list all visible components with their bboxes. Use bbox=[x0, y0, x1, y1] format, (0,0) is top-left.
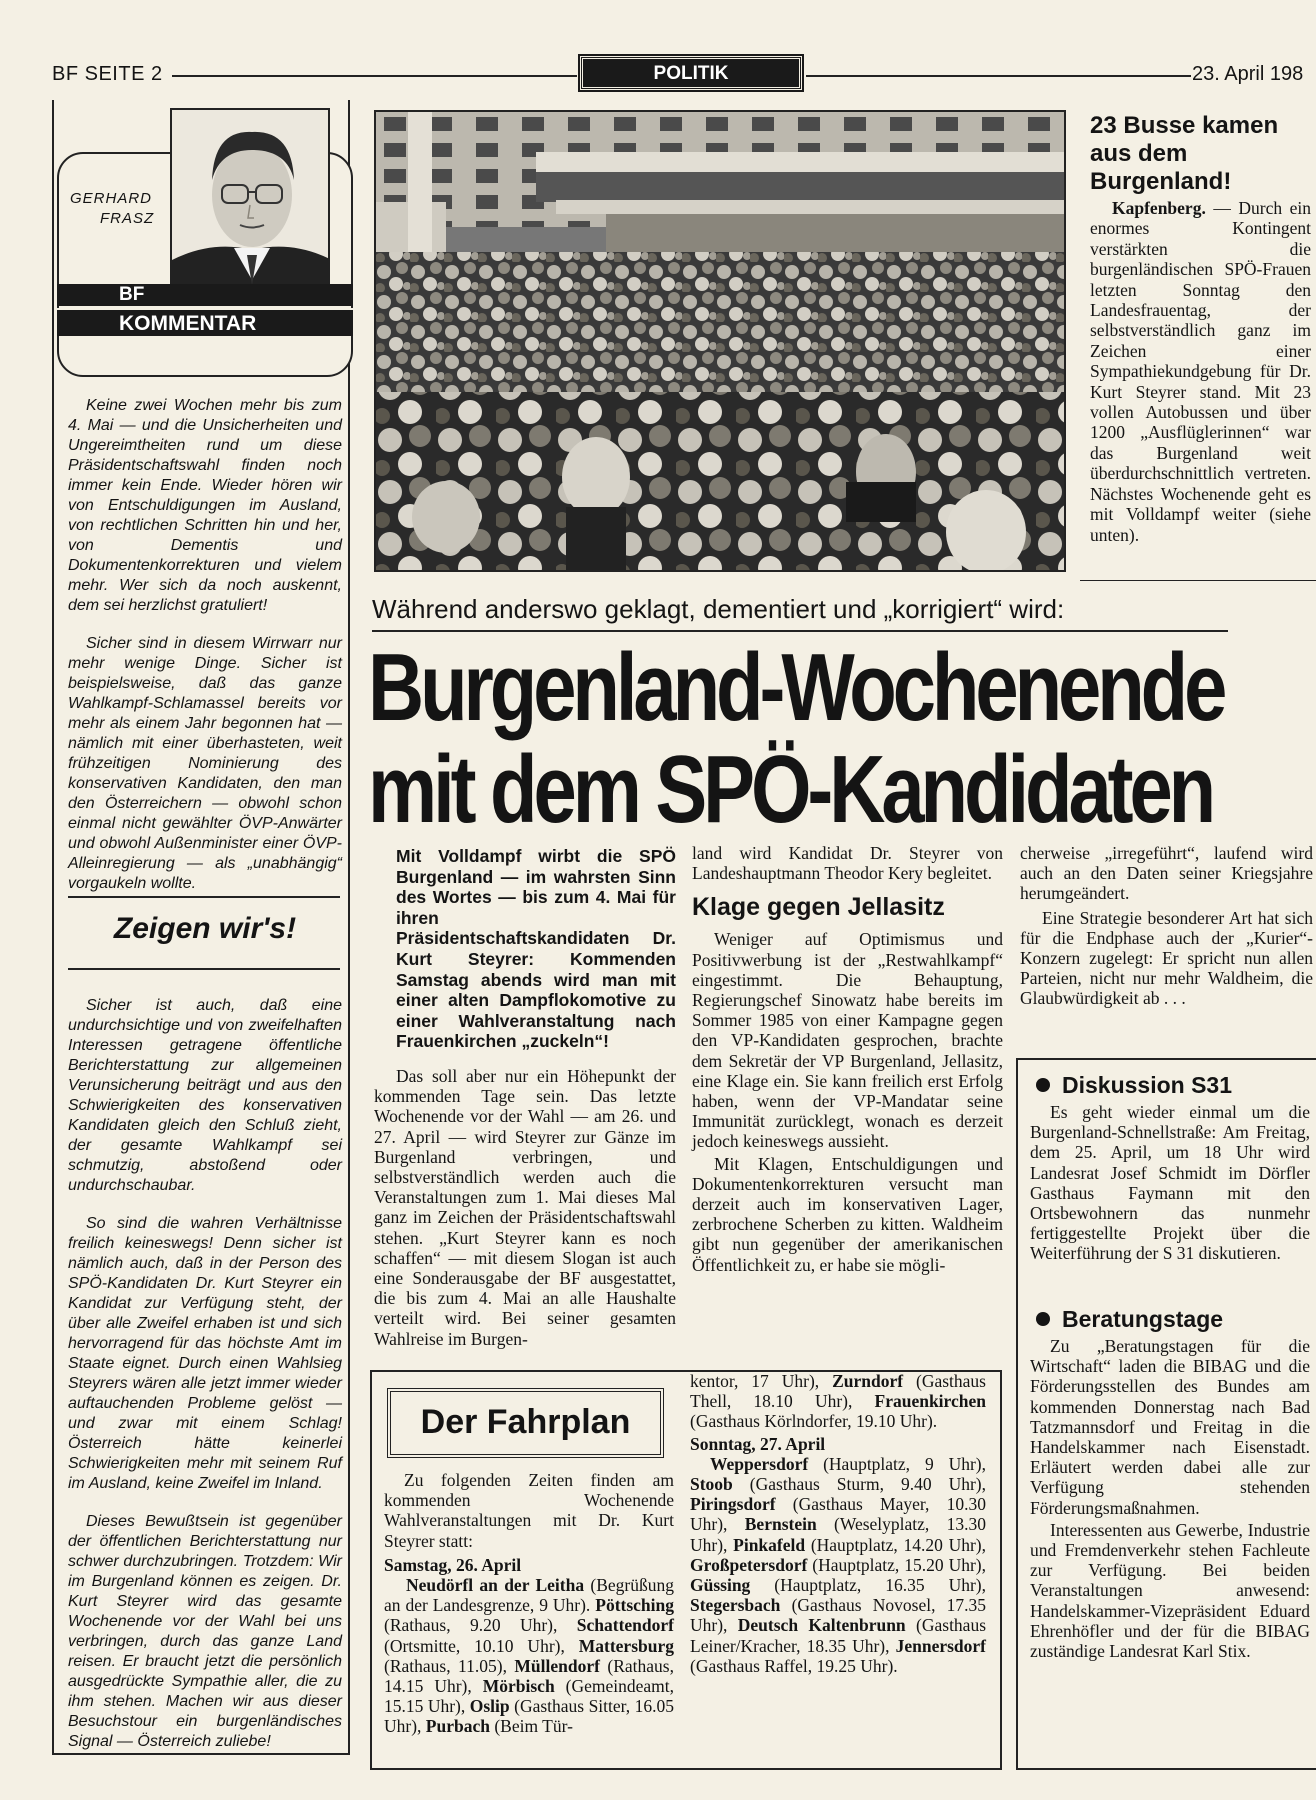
busse-dateline: Kapfenberg. bbox=[1112, 198, 1206, 218]
stop-info: (Gemeindeamt, 15.15 Uhr), bbox=[384, 1676, 675, 1717]
headline-line-2: mit dem SPÖ-Kandidaten bbox=[368, 736, 1213, 843]
headline-line-1: Burgenland-Wochenende bbox=[368, 634, 1224, 741]
info-heading-1: Diskussion S31 bbox=[1036, 1072, 1232, 1099]
busse-title: 23 Busse kamen aus dem Burgenland! bbox=[1090, 112, 1279, 195]
stop-place: Stoob bbox=[690, 1474, 733, 1495]
stop-info: (Beim Tür- bbox=[489, 1716, 573, 1737]
page-number: BF SEITE 2 bbox=[52, 63, 163, 85]
stop-place: Neudörfl an der Leitha bbox=[406, 1575, 585, 1596]
header-rule-left bbox=[172, 75, 577, 77]
stop-info: (Gasthaus Thell, 18.10 Uhr), bbox=[690, 1371, 986, 1412]
stop-place: Schattendorf bbox=[576, 1615, 674, 1636]
author-last-name: FRASZ bbox=[100, 210, 155, 227]
stop-place: Zurndorf bbox=[832, 1371, 904, 1391]
stop-info: (Begrüßung an der Landesgrenze, 9 Uhr). bbox=[384, 1575, 674, 1616]
stop-place: Müllendorf bbox=[514, 1655, 600, 1676]
stop-info: (Gasthaus Novosel, 17.35 Uhr), bbox=[690, 1595, 986, 1636]
article-col-3: cherweise „irregeführt“, laufend wird auch an den Daten seiner Kriegsjahre herumgeändert. Eine Strategie besonderer Art hat sich für die Endphase auch der „Kurier“-Konzern zugelegt: Er spricht nun allen Parteien, nicht nur mehr Waldheim, die Glaubwürdigkeit ab . . . bbox=[1020, 843, 1313, 1009]
stop-place: Purbach bbox=[425, 1716, 490, 1737]
stop-place: Pöttsching bbox=[595, 1595, 674, 1616]
kicker: Während anderswo geklagt, dementiert und „korrigiert“ wird: bbox=[372, 594, 1065, 624]
stop-info: (Gasthaus Körlndorfer, 19.10 Uhr). bbox=[690, 1411, 938, 1432]
kommentar-label: KOMMENTAR bbox=[57, 308, 353, 336]
stop-place: Piringsdorf bbox=[690, 1494, 776, 1515]
issue-date: 23. April 198 bbox=[1192, 63, 1304, 85]
bullet-icon bbox=[1036, 1078, 1050, 1092]
comment-rule-1 bbox=[68, 896, 340, 898]
bf-label: BF bbox=[57, 284, 353, 306]
stop-info: (Gasthaus Raffel, 19.25 Uhr). bbox=[690, 1655, 898, 1676]
stop-info: (Rathaus, 9.20 Uhr), bbox=[384, 1615, 577, 1636]
stop-place: Güssing bbox=[690, 1575, 751, 1596]
stop-place: Großpetersdorf bbox=[690, 1554, 808, 1575]
section-label: POLITIK bbox=[580, 56, 802, 90]
article-col-1: Mit Volldampf wirbt die SPÖ Burgenland — im wahrsten Sinn des Wortes — bis zum 4. Mai für ihren Präsidentschaftskandidaten Dr. Kurt Steyrer: Kommenden Samstag abends wird man mit einer alten Dampflokomotive zu einer Wahlveranstaltung nach Frauenkirchen „zuckeln“! Das soll aber nur ein Höhepunkt der kommenden Tage sein. Das letzte Wochenende vor der Wahl — am 26. und 27. April — wird Steyrer zur Gänze im Burgenland verbringen, und selbstverständlich werden auch die Veranstaltungen zum 1. Mai dieses Mal ganz im Zeichen der Präsidentschaftswahl stehen. „Kurt Steyrer kann es noch schaffen“ — mit diesem Slogan ist auch eine Sonderausgabe der BF ausgestattet, die bis zum 4. Mai an alle Haushalte verteilt wird. Bei seiner gesamten Wahlreise im Burgen- bbox=[374, 846, 676, 1349]
author-portrait bbox=[170, 108, 330, 288]
comment-subhead: Zeigen wir's! bbox=[113, 912, 297, 945]
stop-info: (Hauptplatz, 15.20 Uhr), bbox=[807, 1554, 986, 1575]
stop-info: (Rathaus, 14.15 Uhr), bbox=[384, 1655, 674, 1697]
stop-info: (Ortsmitte, 10.10 Uhr), bbox=[384, 1635, 579, 1656]
stop-info: (Hauptplatz, 9 Uhr), bbox=[808, 1453, 986, 1474]
stop-place: Bernstein bbox=[744, 1514, 817, 1535]
stop-place: Frauenkirchen bbox=[874, 1391, 986, 1412]
stop-place: Mörbisch bbox=[482, 1676, 555, 1697]
stop-place: Stegersbach bbox=[690, 1595, 781, 1616]
busse-text: Kapfenberg. — Durch ein enormes Kontingent verstärkten die burgenländischen SPÖ-Frauen letzten Sonntag den Landesfrauentag, der selbstverständlich ganz im Zeichen einer Sympathiekundgebung für Dr. Kurt Steyrer stand. Mit 23 vollen Autobussen und über 1200 „Ausflüglerinnen“ war das Burgenland weit überdurchschnittlich vertreten. Nächstes Wochenende geht es mit Volldampf weiter (siehe unten). bbox=[1090, 198, 1311, 545]
fahrplan-col-1: Zu folgenden Zeiten finden am kommenden Wochenende Wahlveranstaltungen mit Dr. Kurt Steyrer statt: Samstag, 26. April Neudörfl an der Leitha (Begrüßung an der Landesgrenze, 9 Uhr). Pöttsching (Rathaus, 9.20 Uhr), Schattendorf (Ortsmitte, 10.10 Uhr), Mattersburg (Rathaus, 11.05), Müllendorf (Rathaus, 14.15 Uhr), Mörbisch (Gemeindeamt, 15.15 Uhr), Oslip (Gasthaus Sitter, 16.05 Uhr), Purbach (Beim Tür- bbox=[384, 1470, 675, 1737]
info-text-1: Es geht wieder einmal um die Burgenland-Schnellstraße: Am Freitag, dem 25. April, um 18 Uhr wird Landesrat Josef Schmidt im Dörfler Gasthaus Faymann mit den Ortsbewohnern das nunmehr fertiggestellte Projekt über die Weiterführung der S 31 diskutieren. bbox=[1030, 1102, 1310, 1264]
fahrplan-col-2: kentor, 17 Uhr), Zurndorf (Gasthaus Thell, 18.10 Uhr), Frauenkirchen (Gasthaus Körlndorfer, 19.10 Uhr). Sonntag, 27. April Weppersdorf (Hauptplatz, 9 Uhr), Stoob (Gasthaus Sturm, 9.40 Uhr), Piringsdorf (Gasthaus Mayer, 10.30 Uhr), Bernstein (Weselyplatz, 13.30 Uhr), Pinkafeld (Hauptplatz, 14.20 Uhr), Großpetersdorf (Hauptplatz, 15.20 Uhr), Güssing (Hauptplatz, 16.35 Uhr), Stegersbach (Gasthaus Novosel, 17.35 Uhr), Deutsch Kaltenbrunn (Gasthaus Leiner/Kracher, 18.35 Uhr), Jennersdorf (Gasthaus Raffel, 19.25 Uhr). bbox=[690, 1371, 987, 1676]
stop-info: (Weselyplatz, 13.30 Uhr), bbox=[690, 1514, 986, 1555]
article-lead: Mit Volldampf wirbt die SPÖ Burgenland — im wahrsten Sinn des Wortes — bis zum 4. Mai für ihren Präsidentschaftskandidaten Dr. Kurt Steyrer: Kommenden Samstag abends wird man mit einer alten Dampflokomotive zu einer Wahlveranstaltung nach Frauenkirchen „zuckeln“! bbox=[396, 846, 676, 1052]
stop-info: (Gasthaus Leiner/Kracher, 18.35 Uhr), bbox=[690, 1615, 987, 1656]
comment-text-1: Keine zwei Wochen mehr bis zum 4. Mai — und die Unsicherheiten und Ungereimtheiten rund um diese Präsidentschaftswahl finden noch immer kein Ende. Wieder hören wir von Entschuldigungen im Ausland, von rechtlichen Schritten hin und her, von Dementis und Dokumentenkorrekturen und vielem mehr. Wer sich da noch auskennt, dem sei herzlichst gratuliert! Sicher sind in diesem Wirrwarr nur mehr wenige Dinge. Sicher ist beispielsweise, daß das ganze Wahlkampf-Schlamassel bereits vor mehr als einem Jahr begonnen hat — nämlich mit einer überhasteten, weit frühzeitigen Nominierung des konservativen Kandidaten, den man den Österreichern — obwohl schon einmal nicht gewählter ÖVP-Anwärter und obwohl Außenminister einer ÖVP-Alleinregierung — als „unabhängig“ vorgaukeln wollte. bbox=[68, 397, 342, 892]
stop-info: (Gasthaus Sturm, 9.40 Uhr), bbox=[732, 1474, 986, 1495]
stop-info: (Rathaus, 11.05), bbox=[384, 1655, 515, 1676]
author-first-name: GERHARD bbox=[70, 190, 153, 207]
fahrplan-title: Der Fahrplan bbox=[387, 1388, 664, 1458]
stop-place: Pinkafeld bbox=[733, 1534, 806, 1555]
stop-info: (Hauptplatz, 14.20 Uhr), bbox=[805, 1534, 987, 1555]
stop-info: (Hauptplatz, 16.35 Uhr), bbox=[750, 1575, 986, 1596]
article-subhead: Klage gegen Jellasitz bbox=[692, 893, 945, 922]
comment-text-2: Sicher ist auch, daß eine undurchsichtige und von zweifelhaften Interessen getragene öffentliche Berichterstattung zur allgemeinen Verunsicherung beiträgt und aus den Schwierigkeiten des konservativen Kandidaten gleich den Schluß zieht, der gesamte Wahlkampf sei schmutzig, abstoßend oder undurchschaubar. So sind die wahren Verhältnisse freilich keineswegs! Denn sicher ist nämlich auch, daß in der Person des SPÖ-Kandidaten Dr. Kurt Steyrer ein Kandidat zur Verfügung steht, der über alle Zweifel erhaben ist und sich hervorragend für das höchste Amt im Staate eignet. Durch einen Wahlsieg Steyrers wären alle jetzt immer wieder auftauchenden Probleme gelöst — und zwar mit einem Schlag! Österreich hätte keinerlei Schwierigkeiten mehr mit seinem Ruf im Ausland, keine Zweifel im Inland. Dieses Bewußtsein ist gegenüber der öffentlichen Berichterstattung nur schwer durchzubringen. Trotzdem: Wir im Burgenland können es zeigen. Dr. Kurt Steyrer wird das gesamte Wochenende vor der Wahl bei uns verbringen, durch das ganze Land reisen. Er braucht jetzt die persönlich ausgedrückte Sympathie aller, die zu ihm stehen. Machen wir aus dieser Besuchstour ein burgenländisches Signal — Österreich zuliebe! bbox=[68, 997, 342, 1750]
comment-rule-2 bbox=[68, 968, 340, 970]
kicker-underline bbox=[372, 630, 1228, 632]
info-heading-2: Beratungstage bbox=[1036, 1306, 1223, 1333]
stop-place: Oslip bbox=[469, 1696, 510, 1717]
stop-place: Weppersdorf bbox=[710, 1453, 809, 1474]
stop-place: Mattersburg bbox=[578, 1635, 674, 1656]
stop-info: kentor, 17 Uhr), bbox=[690, 1371, 833, 1391]
info-text-2: Zu „Beratungstagen für die Wirtschaft“ laden die BIBAG und die Förderungsstellen des Bundes am kommenden Donnerstag nach Bad Tatzmannsdorf und Freitag in die Handelskammer nach Eisenstadt. Erläutert werden dabei alle zur Verfügung stehenden Förderungsmaßnahmen. Interessenten aus Gewerbe, Industrie und Fremdenverkehr stehen Fachleute zur Verfügung. Bei beiden Veranstaltungen anwesend: Handelskammer-Vizepräsident Eduard Ehrenhöfler und der für die BIBAG zuständige Landesrat Karl Stix. bbox=[1030, 1336, 1310, 1662]
header-rule-right bbox=[806, 75, 1191, 77]
stop-place: Deutsch Kaltenbrunn bbox=[737, 1615, 906, 1636]
busse-rule bbox=[1080, 580, 1316, 581]
stop-place: Jennersdorf bbox=[895, 1635, 986, 1656]
article-col-2: land wird Kandidat Dr. Steyrer von Landeshauptmann Theodor Kery begleitet. Klage gegen Jellasitz Weniger auf Optimismus und Positivwerbung ist der „Restwahlkampf“ eingestimmt. Die Behauptung, Regierungschef Sinowatz habe bereits im Sommer 1985 von einer Kampagne gegen den VP-Kandidaten gesprochen, brachte dem Sekretär der VP Burgenland, Jellasitz, eine Klage ein. Sie kann freilich erst Erfolg haben, wenn der VP-Mandatar seine Immunität zurücklegt, wonach es derzeit jedoch keineswegs aussieht. Mit Klagen, Entschuldigungen und Dokumentenkorrekturen versucht man derzeit auch im konservativen Lager, zerbrochene Scherben zu kitten. Waldheim gibt nun gegenüber der amerikanischen Öffentlichkeit zu, er habe sie mögli- bbox=[692, 843, 1003, 1275]
crowd-photo bbox=[374, 110, 1066, 572]
stop-info: (Gasthaus Mayer, 10.30 Uhr), bbox=[690, 1494, 986, 1535]
bullet-icon bbox=[1036, 1312, 1050, 1326]
stop-info: (Gasthaus Sitter, 16.05 Uhr), bbox=[384, 1696, 675, 1737]
